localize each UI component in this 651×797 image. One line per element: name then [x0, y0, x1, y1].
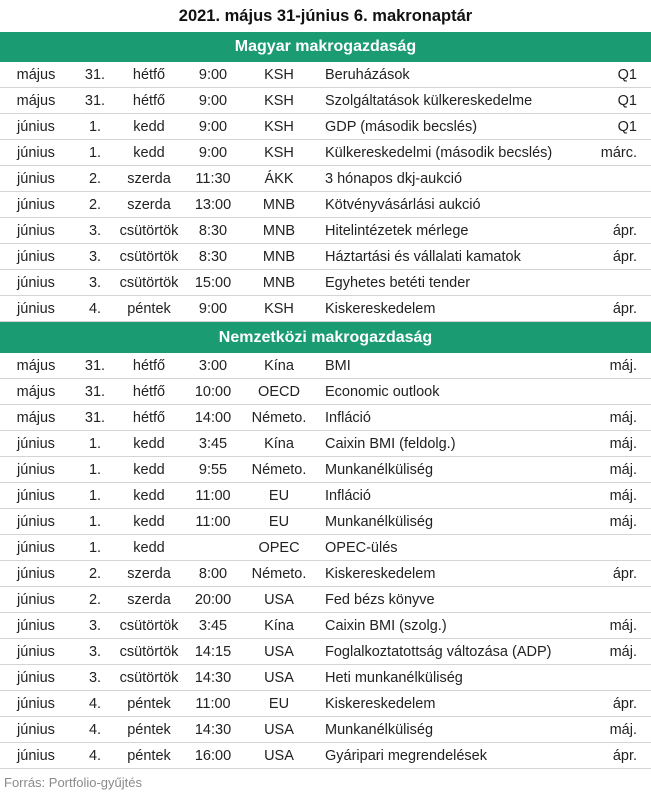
- time-cell: 16:00: [194, 748, 232, 764]
- day-cell: 31.: [84, 410, 106, 426]
- month-cell: június: [17, 670, 55, 686]
- table-row: [0, 114, 651, 140]
- day-cell: 1.: [88, 540, 102, 556]
- day-cell: 3.: [88, 223, 102, 239]
- table-row: [0, 244, 651, 270]
- event-cell: Hitelintézetek mérlege: [325, 223, 469, 239]
- source-cell: EU: [268, 696, 290, 712]
- source-cell: OPEC: [258, 540, 300, 556]
- day-cell: 3.: [88, 644, 102, 660]
- weekday-cell: szerda: [127, 171, 171, 187]
- event-cell: Egyhetes betéti tender: [325, 275, 471, 291]
- event-cell: GDP (második becslés): [325, 119, 478, 135]
- weekday-cell: hétfő: [132, 384, 166, 400]
- time-cell: 11:00: [195, 514, 231, 530]
- time-cell: 9:00: [198, 145, 228, 161]
- day-cell: 1.: [88, 119, 102, 135]
- event-cell: Gyáripari megrendelések: [325, 748, 487, 764]
- source-cell: KSH: [264, 93, 294, 109]
- table-row: [0, 405, 651, 431]
- table-row: [0, 166, 651, 192]
- month-cell: június: [17, 197, 55, 213]
- day-cell: 31.: [84, 93, 106, 109]
- day-cell: 1.: [88, 462, 102, 478]
- source-cell: OECD: [258, 384, 300, 400]
- time-cell: 3:00: [198, 358, 228, 374]
- weekday-cell: csütörtök: [119, 670, 179, 686]
- time-cell: 11:00: [195, 488, 231, 504]
- source-cell: KSH: [264, 119, 294, 135]
- weekday-cell: csütörtök: [119, 275, 179, 291]
- period-cell: Q1: [617, 119, 637, 135]
- day-cell: 4.: [88, 301, 102, 317]
- table-row: [0, 613, 651, 639]
- period-cell: máj.: [609, 410, 637, 426]
- event-cell: Kiskereskedelem: [325, 696, 436, 712]
- weekday-cell: szerda: [127, 197, 171, 213]
- period-cell: ápr.: [612, 696, 637, 712]
- time-cell: 10:00: [194, 384, 232, 400]
- month-cell: június: [17, 592, 55, 608]
- table-row: [0, 192, 651, 218]
- event-cell: Háztartási és vállalati kamatok: [325, 249, 521, 265]
- weekday-cell: kedd: [133, 462, 165, 478]
- time-cell: 8:30: [198, 223, 228, 239]
- source-cell: USA: [264, 722, 294, 738]
- table-row: [0, 431, 651, 457]
- month-cell: május: [16, 358, 56, 374]
- time-cell: 9:00: [198, 301, 228, 317]
- weekday-cell: kedd: [133, 514, 165, 530]
- table-row: [0, 457, 651, 483]
- table-row: [0, 639, 651, 665]
- time-cell: 11:30: [195, 171, 231, 187]
- source-cell: USA: [264, 748, 294, 764]
- time-cell: 8:00: [198, 566, 228, 582]
- event-cell: Munkanélküliség: [325, 514, 434, 530]
- time-cell: 3:45: [198, 618, 228, 634]
- source-cell: KSH: [264, 145, 294, 161]
- month-cell: június: [17, 223, 55, 239]
- event-cell: Fed bézs könyve: [325, 592, 435, 608]
- event-cell: 3 hónapos dkj-aukció: [325, 171, 463, 187]
- period-cell: máj.: [609, 644, 637, 660]
- event-cell: Munkanélküliség: [325, 722, 434, 738]
- table-row: [0, 296, 651, 322]
- event-cell: Caixin BMI (feldolg.): [325, 436, 456, 452]
- table-row: [0, 140, 651, 166]
- section-international: [0, 322, 651, 769]
- weekday-cell: csütörtök: [119, 644, 179, 660]
- period-cell: máj.: [609, 436, 637, 452]
- month-cell: június: [17, 249, 55, 265]
- event-cell: Kötvényvásárlási aukció: [325, 197, 481, 213]
- time-cell: 15:00: [194, 275, 232, 291]
- table-row: [0, 379, 651, 405]
- weekday-cell: hétfő: [132, 410, 166, 426]
- source-cell: KSH: [264, 67, 294, 83]
- source-cell: MNB: [262, 197, 296, 213]
- day-cell: 1.: [88, 514, 102, 530]
- day-cell: 31.: [84, 67, 106, 83]
- weekday-cell: szerda: [127, 592, 171, 608]
- day-cell: 4.: [88, 748, 102, 764]
- weekday-cell: hétfő: [132, 358, 166, 374]
- weekday-cell: szerda: [127, 566, 171, 582]
- month-cell: május: [16, 67, 56, 83]
- weekday-cell: kedd: [133, 436, 165, 452]
- source-cell: MNB: [262, 249, 296, 265]
- month-cell: június: [17, 540, 55, 556]
- period-cell: máj.: [609, 618, 637, 634]
- event-cell: Munkanélküliség: [325, 462, 434, 478]
- weekday-cell: kedd: [133, 540, 165, 556]
- table-row: [0, 561, 651, 587]
- source-cell: Németo.: [251, 410, 307, 426]
- period-cell: ápr.: [612, 249, 637, 265]
- period-cell: márc.: [600, 145, 637, 161]
- table-body: [0, 353, 651, 769]
- month-cell: június: [17, 566, 55, 582]
- weekday-cell: kedd: [133, 145, 165, 161]
- month-cell: május: [16, 410, 56, 426]
- source-cell: USA: [264, 670, 294, 686]
- table-row: [0, 587, 651, 613]
- time-cell: 9:55: [198, 462, 228, 478]
- month-cell: június: [17, 119, 55, 135]
- day-cell: 4.: [88, 696, 102, 712]
- day-cell: 4.: [88, 722, 102, 738]
- weekday-cell: hétfő: [132, 67, 166, 83]
- event-cell: Foglalkoztatottság változása (ADP): [325, 644, 552, 660]
- month-cell: június: [17, 514, 55, 530]
- weekday-cell: csütörtök: [119, 223, 179, 239]
- month-cell: június: [17, 696, 55, 712]
- day-cell: 2.: [88, 566, 102, 582]
- source-cell: Kína: [264, 358, 294, 374]
- source-cell: KSH: [264, 301, 294, 317]
- source-cell: Kína: [264, 618, 294, 634]
- weekday-cell: csütörtök: [119, 618, 179, 634]
- event-cell: Kiskereskedelem: [325, 301, 436, 317]
- time-cell: 13:00: [194, 197, 232, 213]
- time-cell: 9:00: [198, 119, 228, 135]
- time-cell: 14:00: [194, 410, 232, 426]
- day-cell: 3.: [88, 275, 102, 291]
- weekday-cell: hétfő: [132, 93, 166, 109]
- event-cell: Kiskereskedelem: [325, 566, 436, 582]
- month-cell: június: [17, 462, 55, 478]
- source-cell: Kína: [264, 436, 294, 452]
- day-cell: 2.: [88, 171, 102, 187]
- day-cell: 1.: [88, 436, 102, 452]
- day-cell: 1.: [88, 145, 102, 161]
- table-row: [0, 665, 651, 691]
- event-cell: Economic outlook: [325, 384, 440, 400]
- table-row: [0, 509, 651, 535]
- source-cell: MNB: [262, 223, 296, 239]
- period-cell: Q1: [617, 93, 637, 109]
- month-cell: június: [17, 301, 55, 317]
- source-cell: USA: [264, 644, 294, 660]
- section-heading: Magyar makrogazdaság: [0, 32, 651, 62]
- source-cell: Németo.: [251, 566, 307, 582]
- event-cell: Caixin BMI (szolg.): [325, 618, 447, 634]
- period-cell: máj.: [609, 358, 637, 374]
- time-cell: 14:30: [194, 722, 232, 738]
- time-cell: 3:45: [198, 436, 228, 452]
- period-cell: máj.: [609, 514, 637, 530]
- period-cell: ápr.: [612, 223, 637, 239]
- day-cell: 1.: [88, 488, 102, 504]
- period-cell: ápr.: [612, 301, 637, 317]
- weekday-cell: kedd: [133, 119, 165, 135]
- day-cell: 2.: [88, 197, 102, 213]
- month-cell: június: [17, 171, 55, 187]
- source-cell: USA: [264, 592, 294, 608]
- time-cell: 8:30: [198, 249, 228, 265]
- month-cell: június: [17, 436, 55, 452]
- weekday-cell: péntek: [127, 696, 171, 712]
- table-row: [0, 88, 651, 114]
- table-row: [0, 353, 651, 379]
- event-cell: Infláció: [325, 488, 371, 504]
- weekday-cell: péntek: [127, 722, 171, 738]
- month-cell: június: [17, 488, 55, 504]
- weekday-cell: péntek: [127, 748, 171, 764]
- month-cell: június: [17, 618, 55, 634]
- time-cell: 11:00: [195, 696, 231, 712]
- table-row: [0, 218, 651, 244]
- table-row: [0, 62, 651, 88]
- day-cell: 3.: [88, 249, 102, 265]
- event-cell: Infláció: [325, 410, 371, 426]
- time-cell: 14:30: [194, 670, 232, 686]
- event-cell: OPEC-ülés: [325, 540, 398, 556]
- month-cell: június: [17, 275, 55, 291]
- table-row: [0, 270, 651, 296]
- weekday-cell: kedd: [133, 488, 165, 504]
- event-cell: Heti munkanélküliség: [325, 670, 463, 686]
- period-cell: Q1: [617, 67, 637, 83]
- source-cell: EU: [268, 488, 290, 504]
- source-cell: Németo.: [251, 462, 307, 478]
- time-cell: 20:00: [194, 592, 232, 608]
- month-cell: június: [17, 748, 55, 764]
- day-cell: 31.: [84, 384, 106, 400]
- period-cell: ápr.: [612, 748, 637, 764]
- table-row: [0, 691, 651, 717]
- day-cell: 31.: [84, 358, 106, 374]
- event-cell: Szolgáltatások külkereskedelme: [325, 93, 533, 109]
- page-title: 2021. május 31-június 6. makronaptár: [178, 7, 473, 25]
- period-cell: máj.: [609, 462, 637, 478]
- day-cell: 3.: [88, 618, 102, 634]
- day-cell: 3.: [88, 670, 102, 686]
- event-cell: Beruházások: [325, 67, 410, 83]
- section-heading: Nemzetközi makrogazdaság: [0, 322, 651, 353]
- weekday-cell: csütörtök: [119, 249, 179, 265]
- month-cell: május: [16, 93, 56, 109]
- table-row: [0, 483, 651, 509]
- event-cell: BMI: [325, 358, 351, 374]
- month-cell: május: [16, 384, 56, 400]
- source-cell: EU: [268, 514, 290, 530]
- month-cell: június: [17, 644, 55, 660]
- day-cell: 2.: [88, 592, 102, 608]
- table-body: [0, 62, 651, 322]
- table-row: [0, 743, 651, 769]
- period-cell: máj.: [609, 488, 637, 504]
- section-hungarian: [0, 32, 651, 322]
- period-cell: máj.: [609, 722, 637, 738]
- table-row: [0, 535, 651, 561]
- table-row: [0, 717, 651, 743]
- weekday-cell: péntek: [127, 301, 171, 317]
- month-cell: június: [17, 145, 55, 161]
- source-cell: MNB: [262, 275, 296, 291]
- source-note: Forrás: Portfolio-gyűjtés: [4, 775, 142, 790]
- time-cell: 9:00: [198, 67, 228, 83]
- period-cell: ápr.: [612, 566, 637, 582]
- time-cell: 9:00: [198, 93, 228, 109]
- event-cell: Külkereskedelmi (második becslés): [325, 145, 553, 161]
- source-cell: ÁKK: [264, 171, 294, 187]
- time-cell: 14:15: [194, 644, 232, 660]
- month-cell: június: [17, 722, 55, 738]
